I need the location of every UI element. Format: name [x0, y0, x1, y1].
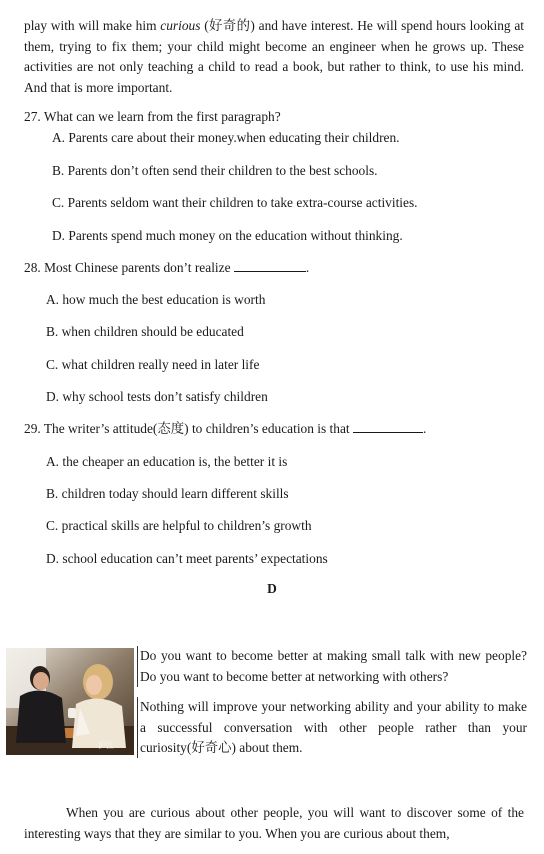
q29-option-a: A. the cheaper an education is, the better it is: [46, 454, 288, 469]
q28-stem-end: .: [305, 260, 310, 275]
passage-paragraph-2: Nothing will improve your networking ability and your ability to make a successful conversation with other people rather than your curiosity(好奇心) about them.: [137, 697, 527, 758]
question-27-stem: 27. What can we learn from the first paragraph?: [24, 109, 281, 124]
q28-answer-blank: [234, 259, 306, 272]
passage-paragraph-1: Do you want to become better at making small talk with new people? Do you want to become better at networking with others?: [137, 646, 527, 687]
photo-illustration: [6, 648, 134, 755]
intro-italic-word: curious: [160, 18, 201, 33]
q27-option-b: B. Parents don’t often send their children to the best schools.: [52, 163, 378, 178]
q29-stem-end: .: [423, 421, 427, 436]
q28-option-d: D. why school tests don’t satisfy children: [46, 389, 268, 404]
q28-stem-text: 28. Most Chinese parents don’t realize: [24, 260, 231, 275]
q27-option-a: A. Parents care about their money.when educating their children.: [52, 130, 400, 145]
intro-text-2: (好奇的) and have interest. He will spend hours looking at them, trying to fix them; your child might become an engineer when he grows up. These activities are not only teaching a child to read a book, but rather to think, to use his mind. And that is more important.: [24, 18, 524, 95]
section-label: D: [267, 581, 277, 596]
q28-option-c: C. what children really need in later life: [46, 357, 260, 372]
q29-stem-text: 29. The writer’s attitude(态度) to children’s education is that: [24, 421, 350, 436]
people-talking-photo: [6, 648, 134, 755]
q27-option-c: C. Parents seldom want their children to take extra-course activities.: [52, 195, 418, 210]
q29-option-d: D. school education can’t meet parents’ expectations: [46, 551, 328, 566]
q28-option-a: A. how much the best education is worth: [46, 292, 266, 307]
q27-option-d: D. Parents spend much money on the education without thinking.: [52, 228, 403, 243]
intro-text-1: play with will make him: [24, 18, 161, 33]
passage-paragraph-3: When you are curious about other people, you will want to discover some of the interesting ways that they are similar to you. When you are curious about them,: [24, 805, 524, 841]
q29-answer-blank: [353, 420, 423, 433]
q29-option-b: B. children today should learn different skills: [46, 486, 289, 501]
intro-paragraph: [24, 16, 524, 98]
q29-option-c: C. practical skills are helpful to children’s growth: [46, 518, 312, 533]
question-29-stem: [24, 420, 426, 438]
q28-option-b: B. when children should be educated: [46, 324, 244, 339]
question-28-stem: [24, 259, 309, 277]
svg-text:沪江: 沪江: [98, 741, 114, 750]
